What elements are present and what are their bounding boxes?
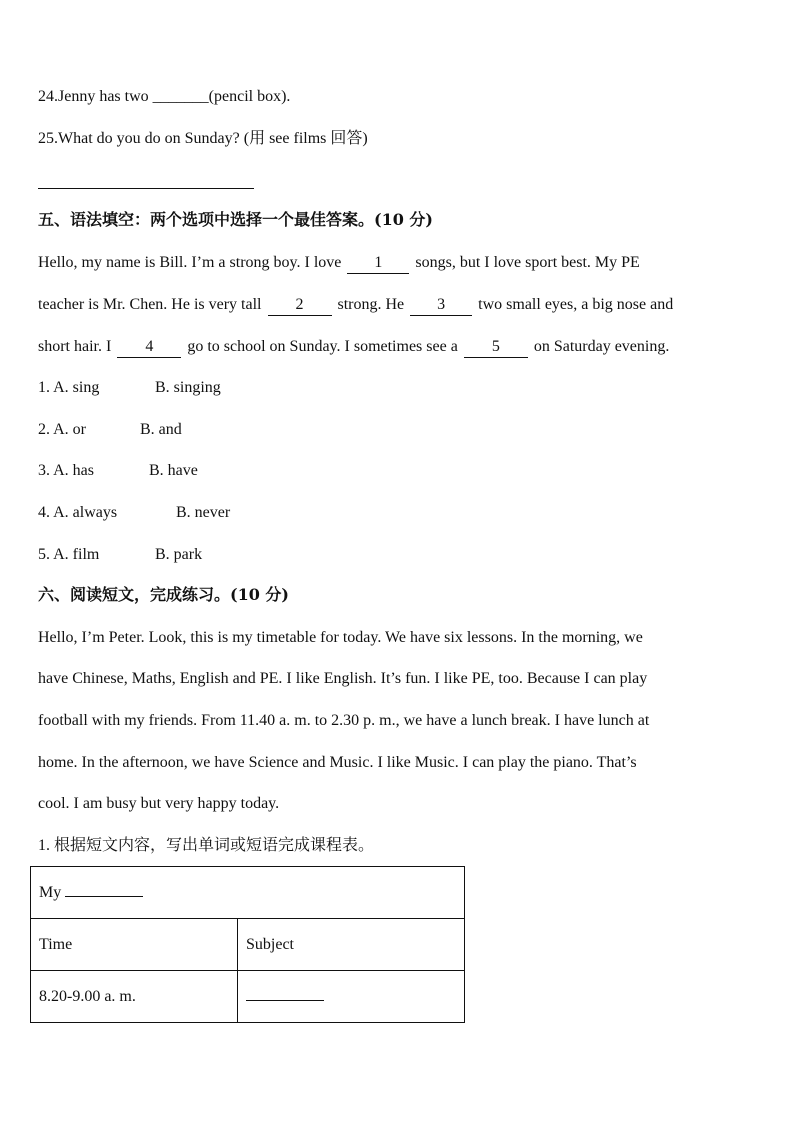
cloze-line-1	[38, 253, 640, 274]
option-row-1	[38, 378, 221, 398]
option-a[interactable]: 3. A. has	[38, 462, 94, 479]
option-row-4	[38, 503, 231, 523]
table-row	[31, 971, 465, 1023]
reading-line-1: Hello, I’m Peter. Look, this is my timetable for today. We have six lessons. In the morning, we	[38, 629, 643, 646]
blank-2[interactable]: 2	[268, 295, 332, 316]
row-1-time: 8.20-9.00 a. m.	[31, 971, 238, 1023]
header-subject: Subject	[238, 919, 465, 971]
reading-line-2: have Chinese, Maths, English and PE. I like English. It’s fun. I like PE, too. Because I can play	[38, 670, 648, 687]
option-a[interactable]: 5. A. film	[38, 546, 100, 563]
blank-5[interactable]: 5	[464, 337, 528, 358]
answer-line-25[interactable]	[38, 188, 254, 189]
option-a[interactable]: 4. A. always	[38, 504, 118, 521]
option-row-3	[38, 461, 198, 481]
option-b[interactable]: B. and	[140, 421, 182, 438]
passage-text: songs, but I love sport best. My PE	[415, 254, 640, 271]
timetable	[30, 866, 465, 1023]
passage-text: go to school on Sunday. I sometimes see a	[187, 338, 458, 355]
blank-3[interactable]: 3	[410, 295, 472, 316]
blank-1[interactable]: 1	[347, 253, 409, 274]
table-row	[31, 867, 465, 919]
question-25: 25.What do you do on Sunday? (用 see films 回答)	[38, 130, 368, 147]
subject-blank[interactable]	[246, 988, 324, 1001]
option-b[interactable]: B. never	[176, 504, 231, 521]
timetable-title-blank[interactable]	[65, 884, 143, 897]
timetable-title-cell	[31, 867, 465, 919]
row-1-subject	[238, 971, 465, 1023]
option-b[interactable]: B. singing	[155, 379, 221, 396]
cloze-line-2	[38, 295, 673, 316]
passage-text: short hair. I	[38, 338, 112, 355]
option-row-2	[38, 420, 182, 440]
header-time: Time	[31, 919, 238, 971]
reading-line-5: cool. I am busy but very happy today.	[38, 795, 280, 812]
task-1-instruction: 1. 根据短文内容，写出单词或短语完成课程表。	[38, 837, 375, 854]
table-row	[31, 919, 465, 971]
reading-line-4: home. In the afternoon, we have Science and Music. I like Music. I can play the piano. That’s	[38, 754, 637, 771]
passage-text: strong. He	[337, 296, 405, 313]
option-a[interactable]: 1. A. sing	[38, 379, 100, 396]
passage-text: Hello, my name is Bill. I’m a strong boy. I love	[38, 254, 342, 271]
passage-text: teacher is Mr. Chen. He is very tall	[38, 296, 262, 313]
option-row-5	[38, 545, 203, 565]
question-24: 24.Jenny has two _______(pencil box).	[38, 88, 291, 105]
blank-4[interactable]: 4	[117, 337, 181, 358]
section-5-heading: 五、语法填空：两个选项中选择一个最佳答案。(10 分)	[38, 210, 433, 229]
option-a[interactable]: 2. A. or	[38, 421, 86, 438]
section-6-heading: 六、阅读短文，完成练习。(10 分)	[38, 585, 289, 604]
passage-text: two small eyes, a big nose and	[478, 296, 674, 313]
passage-text: on Saturday evening.	[533, 338, 670, 355]
timetable-title: My	[39, 883, 62, 901]
option-b[interactable]: B. park	[155, 546, 203, 563]
option-b[interactable]: B. have	[149, 462, 198, 479]
cloze-line-3	[38, 337, 669, 358]
reading-line-3: football with my friends. From 11.40 a. m. to 2.30 p. m., we have a lunch break. I have lunch at	[38, 712, 650, 729]
